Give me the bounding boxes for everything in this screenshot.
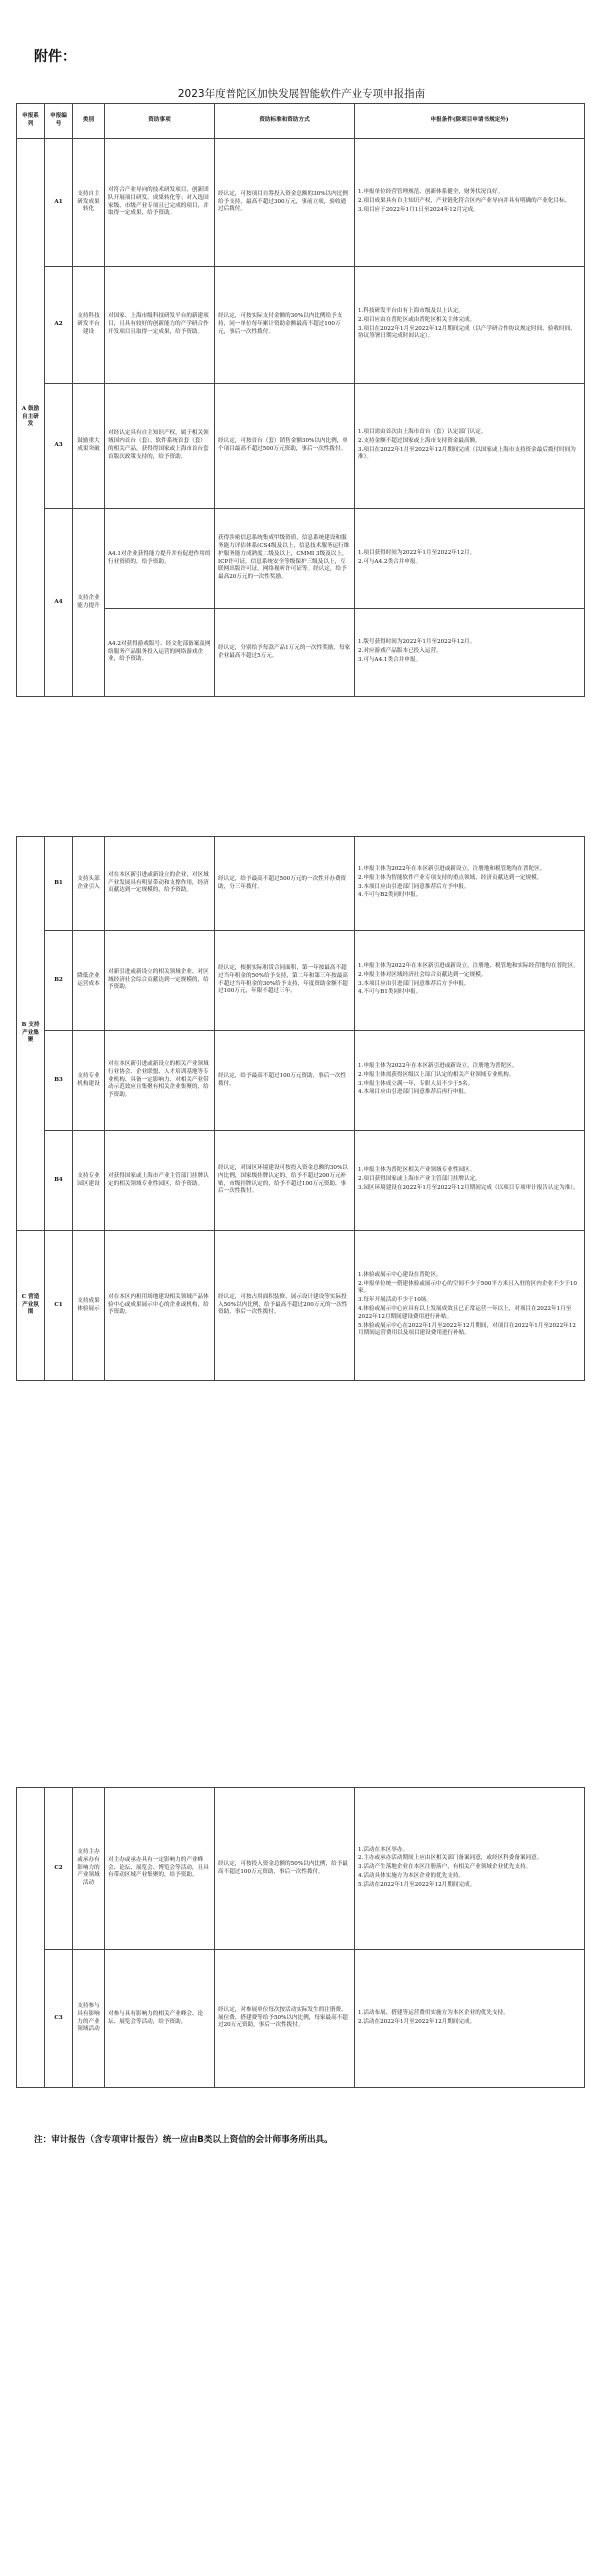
section-b-label: B 支持产业集聚 <box>17 837 45 1231</box>
condition-item: 1.体验或展示中心建设在普陀区。 <box>358 1271 442 1278</box>
condition-item: 1.申报主体为普陀区相关产业领域专业性园区。 <box>358 1167 476 1174</box>
condition-item: 1.活动在本区举办。 <box>358 1846 409 1853</box>
row-item: 对新引进或新设立的相关领域企业、对区域经济社会综合贡献达到一定规模的，给予资助。 <box>105 931 215 1031</box>
condition-item: 3.项目应于2022年1月1日至2024年12月完成。 <box>358 206 479 213</box>
table-row <box>17 1131 585 1231</box>
condition-item: 4.体验或展示中心应具有以上发展成效且已正常运营一年以上，对项目在2022年1月至2022年12月期间建设费用进行补贴。 <box>358 1306 572 1320</box>
row-standard: 经认定，对参展单位每次按活动实际发生的注册费、展位费、搭建费等给予50%以内比例，每家最高不超过20万元资助，事后一次性拨付。 <box>215 1950 355 2088</box>
row-type: 支持头部企业引入 <box>73 837 105 931</box>
condition-item: 2.申报主体为智能软件产业专项支持的重点领域，经济贡献达到一定规模。 <box>358 874 543 881</box>
condition-item: 3.项目在2022年1月至2022年12月期间完成（以国家或上海市支持资金最后拨付时间为准）。 <box>358 446 576 461</box>
condition-item: 2.项目成果具有自主知识产权，产业链化符合区内产业导向并具有明确的产业化目标。 <box>358 198 571 205</box>
condition-item: 1.活动布展、搭建等运营费用实施方为本区企业的优先支持。 <box>358 2009 509 2016</box>
row-code: C2 <box>45 1788 73 1950</box>
row-conditions <box>355 1231 585 1381</box>
row-standard: 经认定，可按实际支付金额的30%以内比例给予支持，同一单位每年累计资助金额最高不超过100万元，事后一次性拨付。 <box>215 267 355 384</box>
row-code: C3 <box>45 1950 73 2088</box>
header-category: 申报系列 <box>17 104 45 139</box>
row-code: B2 <box>45 931 73 1031</box>
condition-item: 2.支持金额不超过国家或上海市支持资金最高额。 <box>358 437 481 444</box>
section-a-label: A 鼓励自主研发 <box>17 139 45 697</box>
page-title: 2023年度普陀区加快发展智能软件产业专项申报指南 <box>177 88 426 100</box>
condition-item: 3.每年开展活动不少于10场。 <box>358 1297 432 1304</box>
condition-item: 2.项目获得国家或上海市产业主管部门挂牌认定。 <box>358 1176 481 1183</box>
row-item: 对经认定具有自主知识产权，属于相关领域国内首台（套）、软件系统首套（套）的相关产品，获得得国家或上海市首台套首版次政策支持的，给予资助。 <box>105 384 215 509</box>
condition-item: 2.申报单位统一搭建体验或展示中心的空间不少于500平方米且入驻的区内企业不少于10家。 <box>358 1280 577 1295</box>
condition-item: 1.版号获得时间为2022年1月至2022年12月。 <box>358 639 476 646</box>
condition-item: 2.主办或承办活动期间上应由区相关部门备案同意，或经区科委备案同意。 <box>358 1855 543 1862</box>
table-row <box>17 509 585 609</box>
table-row <box>17 1788 585 1950</box>
row-conditions <box>355 1950 585 2088</box>
row-item: 对主办或承办具有一定影响力的产业峰会、论坛、展览会、博览会等活动，且具有带动区域产业集聚的，给予资助。 <box>105 1788 215 1950</box>
row-type: 降低企业运营成本 <box>73 931 105 1031</box>
row-item: 对在本区内租用场地建设相关领域产品体验中心或成果展示中心的企业或机构，给予资助。 <box>105 1231 215 1381</box>
condition-item: 2.活动在2022年1月至2022年12月期间完成。 <box>358 2018 476 2025</box>
condition-item: 1.申报主体为2022年在本区新引进或新设立，注册地为普陀区。 <box>358 1062 518 1069</box>
row-type: 支持专业园区建设 <box>73 1131 105 1231</box>
row-standard: 经认定，可按占用面积装修、展示设计建设等实际投入50%以内比例，给予最高不超过200万元的一次性资助，事后一次性拨付。 <box>215 1231 355 1381</box>
table-row <box>17 1031 585 1131</box>
table-header-row <box>17 104 585 139</box>
row-standard: 经认定，分别给予每款产品1万元的一次性奖励，每家企业最高不超过5万元。 <box>215 609 355 697</box>
header-type: 类别 <box>73 104 105 139</box>
table-row <box>17 1950 585 2088</box>
table-row <box>17 931 585 1031</box>
row-item: 对在本区新引进或新设立的相关产业领域行业协会、企业联盟、人才培训基地等专业机构、具备一定影响力、对相关产业带动示范效应且集聚有相关企业集聚的，给予资助。 <box>105 1031 215 1131</box>
row-conditions <box>355 837 585 931</box>
header-standard: 资助标准和资助方式 <box>215 104 355 139</box>
row-standard: 经认定，给予最高不超过100万元资助，事后一次性拨付。 <box>215 1031 355 1131</box>
row-code: B3 <box>45 1031 73 1131</box>
row-conditions <box>355 609 585 697</box>
table-row <box>17 1231 585 1381</box>
row-conditions <box>355 509 585 609</box>
row-standard: 经认定，根据实际租赁合同面积，第一年按最高不超过当年租金的50%给予支持，第二年和第三年按最高不超过当年租金的30%给予支持，年度资助金额不超过100万元，年限不超过三年。 <box>215 931 355 1031</box>
row-conditions <box>355 1131 585 1231</box>
row-standard: 经认定，可按首台（套）销售金额30%以内比例，单个项目最高不超过500万元资助，事后一次性拨付。 <box>215 384 355 509</box>
condition-item: 1.项目获得时间为2022年1月至2022年12月。 <box>358 549 476 556</box>
header-item: 资助事项 <box>105 104 215 139</box>
section-c-continued <box>17 1788 45 2088</box>
guide-table-part-c <box>16 1787 585 2088</box>
row-item: 对参与具有影响力的相关产业峰会、论坛、展览会等活动，给予资助。 <box>105 1950 215 2088</box>
condition-item: 5.体验或展示中心在2022年1月至2022年12月期间，对项目在2022年1月至2022年12月期间运营费用以及项目建设费用进行补贴。 <box>358 1322 576 1337</box>
row-code: B1 <box>45 837 73 931</box>
row-code: A2 <box>45 267 73 384</box>
row-conditions <box>355 1788 585 1950</box>
row-standard: 经认定，可按投入资金总额的50%以内比例，给予最高不超过100万元资助，事后一次性拨付。 <box>215 1788 355 1950</box>
row-code: C1 <box>45 1231 73 1381</box>
row-type: 支持参与具有影响力的产业领域活动 <box>73 1950 105 2088</box>
row-code: A3 <box>45 384 73 509</box>
condition-item: 1.申报主体为2022年在本区新引进或新设立，注册地、税管地和实际经营地均在普陀区。 <box>358 962 579 969</box>
row-standard: 经认定，给予最高不超过500万元的一次性开办费资助，分三年拨付。 <box>215 837 355 931</box>
condition-item: 2.项目应由在普陀区或由普陀区相关主体完成。 <box>358 316 476 323</box>
attachment-label: 附件： <box>34 49 76 65</box>
condition-item: 3.申报主体成立满一年，专职人员不少于5名。 <box>358 1080 474 1087</box>
condition-item: 2.申报主体对区域经济社会综合贡献达到一定规模。 <box>358 971 487 978</box>
condition-item: 2.对应游戏产品版本已投入运营。 <box>358 648 442 655</box>
footnote: 注：审计报告（含专项审计报告）统一应由B类以上资信的会计师事务所出具。 <box>34 2135 333 2145</box>
row-code: A1 <box>45 139 73 267</box>
row-type: 支持自主研发成果转化 <box>73 139 105 267</box>
section-c-label: C 营造产业氛围 <box>17 1231 45 1381</box>
row-item: 对国家、上海市级科技研发平台的新建项目，且具有较好的创新能力的产学研合作开发项目且取得一定成果，给予资助。 <box>105 267 215 384</box>
header-code: 申报编号 <box>45 104 73 139</box>
condition-item: 1.申报单位经营管理规范、创新体系健全，财务状况良好。 <box>358 189 504 196</box>
row-item: 对在本区新引进或新设立的企业，对区域产业发展具有明显带动和支撑作用，经济贡献达到一定规模的，给予资助。 <box>105 837 215 931</box>
condition-item: 4.本项目应由引进部门同意推荐后再行申报。 <box>358 1089 470 1096</box>
row-standard: 获得涉密信息系统集成甲级资质，信息系统建设和服务能力评估体系(CS4级及以上，信息技术服务运行维护服务能力成熟度二级及以上，CMMI 3级及以上，ICP许可证，信息系统安全等级保护三级及以上，互联网出版许可证，网络视听许可证等。经认定，给予最高20万元的一次性奖励。 <box>215 509 355 609</box>
condition-item: 3.园区环境建设在2022年1月至2022年12月期间完成（以项目专项审计报告认定为准）。 <box>358 1184 579 1191</box>
guide-table-part-a <box>16 103 585 697</box>
condition-item: 2.申报主体需获得区级以上部门认定的相关产业领域专业机构。 <box>358 1071 515 1078</box>
condition-item: 1.项目需由首次由上海市首台（套）认定部门认定。 <box>358 428 487 435</box>
row-type: 支持企业能力提升 <box>73 509 105 697</box>
table-row <box>17 267 585 384</box>
row-type: 鼓励重大成果突破 <box>73 384 105 509</box>
condition-item: 5.活动在2022年1月至2022年12月期间完成。 <box>358 1881 476 1888</box>
condition-item: 3.项目在2022年1月至2022年12月期间完成（以产学研合作协议规定时间、验收时间、协议签署日期完成时间认定）。 <box>358 325 576 340</box>
row-type: 支持专业机构建设 <box>73 1031 105 1131</box>
row-type: 支持成果体验展示 <box>73 1231 105 1381</box>
condition-item: 4.不可与B1类同时申报。 <box>358 989 422 996</box>
row-item: A4.1对企业获得能力提升并有促进作用的行业资质的，给予资助。 <box>105 509 215 609</box>
row-standard: 经认定，可按项目自筹投入资金总额的30%以内比例给予支持，最高不超过300万元，事前立项，验收通过后拨付。 <box>215 139 355 267</box>
condition-item: 3.可与A4.1类合并申报。 <box>358 656 422 663</box>
table-row <box>17 139 585 267</box>
condition-item: 3.本项目应由引进部门同意推荐后方予申报。 <box>358 883 470 890</box>
header-condition: 申报条件(除项目申请书规定外) <box>355 104 585 139</box>
row-code: A4 <box>45 509 73 697</box>
row-conditions <box>355 139 585 267</box>
row-item: A4.2对获得游戏版号、经文化部备案及网络服务产品服务投入运营的网络游戏企业，给予资助。 <box>105 609 215 697</box>
row-conditions <box>355 267 585 384</box>
condition-item: 4.不可与B2类同时申报。 <box>358 892 422 899</box>
row-item: 对获得国家或上海市产业主管部门挂牌认定的相关领域专业性园区，给予资助。 <box>105 1131 215 1231</box>
condition-item: 3.活动产生落地企业在本区注册落户，有相关产业领域企业优先支持。 <box>358 1864 532 1871</box>
table-row <box>17 384 585 509</box>
row-conditions <box>355 931 585 1031</box>
row-type: 支持主办或承办有影响力的产业领域活动 <box>73 1788 105 1950</box>
row-type: 支持科技研发平台建设 <box>73 267 105 384</box>
row-standard: 经认定，对园区环境建设可按投入资金总额的30%以内比例，国家级挂牌认定的，给予不超过200万元补贴，市级挂牌认定的，给予不超过100万元资助，事后一次性拨付。 <box>215 1131 355 1231</box>
condition-item: 1.科技研发平台由有上海市级及以上认定。 <box>358 307 465 314</box>
row-conditions <box>355 384 585 509</box>
row-item: 对符合产业导向的技术研发项目，创新团队开展项目研发、成果转化等；对入选国家级、市级产业专项且已完成的项目，并取得一定成果，给予资助。 <box>105 139 215 267</box>
condition-item: 2.可与A4.2类合并申报。 <box>358 558 422 565</box>
guide-table-part-b <box>16 836 585 1381</box>
condition-item: 3.本项目应由引进部门同意推荐后方予申报。 <box>358 980 470 987</box>
row-code: B4 <box>45 1131 73 1231</box>
condition-item: 1.申报主体为2022年在本区新引进或新设立，注册地和税管地均在普陀区。 <box>358 865 546 872</box>
condition-item: 4.活动具体实施方为本区企业的优先支持。 <box>358 1872 465 1879</box>
row-conditions <box>355 1031 585 1131</box>
table-row <box>17 837 585 931</box>
